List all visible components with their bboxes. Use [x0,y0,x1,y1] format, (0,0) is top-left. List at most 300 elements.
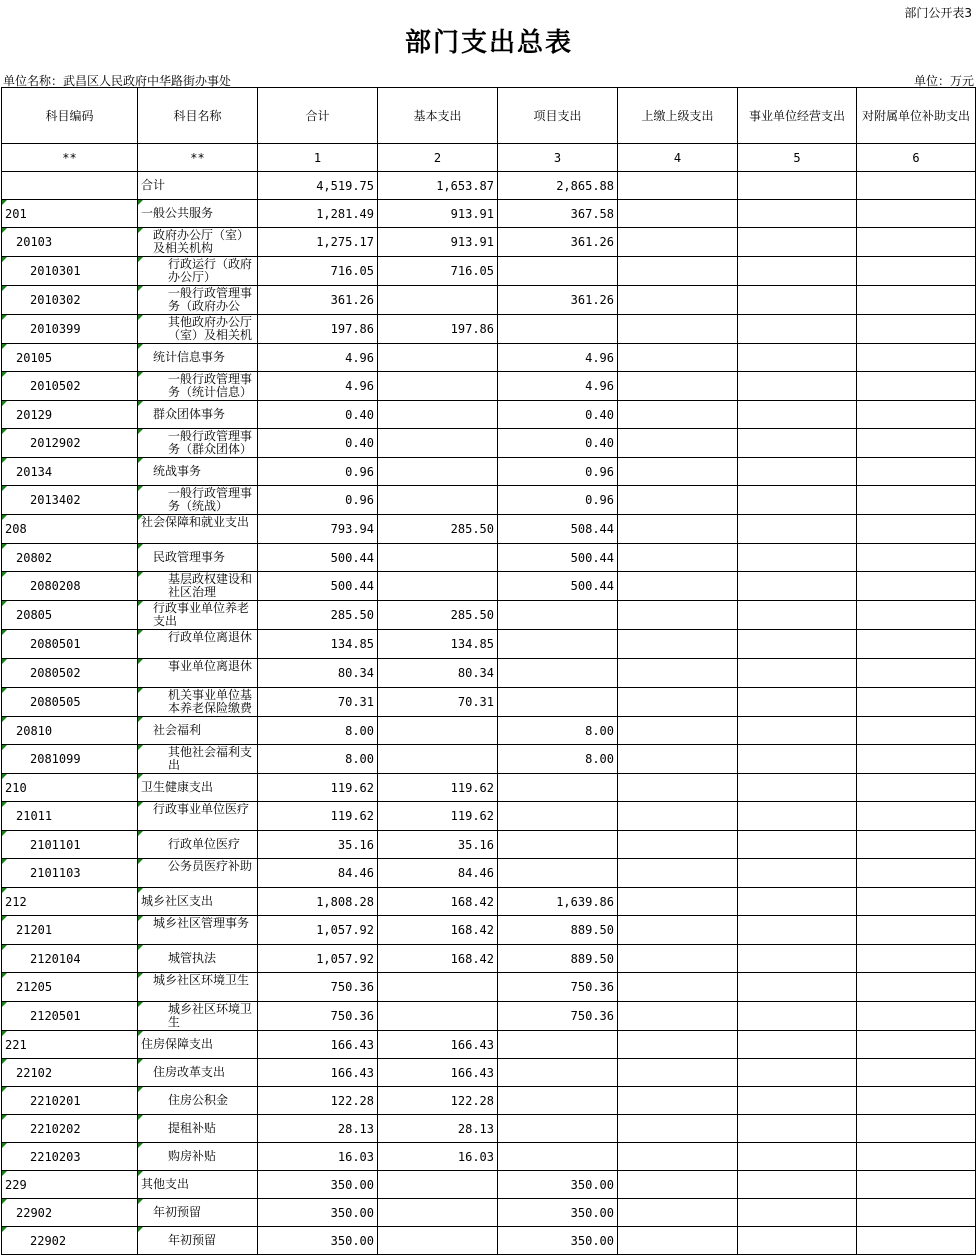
table-row [2,1171,976,1199]
row-basic-text: 122.28 [450,1093,494,1108]
row-subsidy [857,486,976,515]
row-total [258,659,378,688]
row-name [138,372,258,401]
row-total [258,486,378,515]
cell-marker-icon [2,717,7,722]
row-basic-text: 168.42 [450,923,494,937]
header-project: 项目支出 [498,88,618,144]
row-code-text: 221 [5,1037,27,1052]
row-name [138,429,258,458]
row-basic [378,228,498,257]
row-basic [378,1002,498,1031]
row-business [738,544,857,572]
row-project-text: 0.96 [585,464,614,479]
row-code [2,458,138,486]
cell-marker-icon [138,515,143,520]
row-name [138,1059,258,1087]
row-basic [378,601,498,630]
row-project [498,831,618,859]
cell-marker-icon [138,315,143,320]
row-project [498,315,618,344]
row-upper [618,973,738,1002]
cell-marker-icon [138,429,143,434]
row-total [258,916,378,945]
row-basic-text: 80.34 [457,666,494,680]
cell-marker-icon [2,1059,7,1064]
row-upper [618,401,738,429]
row-upper [618,916,738,945]
table-row [2,1143,976,1171]
row-total-text: 4,519.75 [316,178,374,193]
row-code [2,1143,138,1171]
row-basic [378,1143,498,1171]
row-basic [378,544,498,572]
row-upper [618,1171,738,1199]
row-subsidy [857,745,976,774]
row-code [2,717,138,745]
table-row [2,486,976,515]
row-project-text: 367.58 [570,206,614,221]
row-project [498,774,618,802]
row-total-text: 28.13 [337,1121,374,1136]
row-business [738,888,857,916]
index-cell: 3 [498,144,618,172]
row-total [258,1031,378,1059]
row-code [2,1171,138,1199]
table-row [2,630,976,659]
row-name [138,745,258,774]
row-name [138,1002,258,1031]
row-name-text: 行政事业单位养老支出 [153,601,250,628]
row-total [258,228,378,257]
row-name [138,831,258,859]
table-row [2,515,976,544]
row-business [738,286,857,315]
row-project [498,486,618,515]
row-subsidy [857,717,976,745]
table-row [2,745,976,774]
row-code [2,429,138,458]
row-code [2,973,138,1002]
row-business [738,257,857,286]
row-subsidy [857,257,976,286]
row-total [258,200,378,228]
row-basic [378,372,498,401]
row-code-text: 2210201 [30,1093,81,1108]
page-title: 部门支出总表 [404,28,573,58]
cell-marker-icon [2,200,7,205]
index-cell: 4 [618,144,738,172]
row-total-text: 750.36 [330,1009,374,1023]
row-name-text: 行政事业单位医疗 [153,802,250,816]
row-total [258,458,378,486]
row-basic-text: 285.50 [450,608,494,622]
row-code-text: 20805 [16,608,53,622]
table-row [2,1087,976,1115]
row-code-text: 2080501 [30,637,81,651]
row-code-text: 2101103 [30,866,81,880]
row-basic [378,572,498,601]
cell-marker-icon [138,945,143,950]
row-code [2,372,138,401]
row-basic [378,315,498,344]
row-basic-text: 119.62 [450,809,494,823]
cell-marker-icon [138,1171,143,1176]
cell-marker-icon [2,344,7,349]
header-upper: 上缴上级支出 [618,88,738,144]
row-code [2,286,138,315]
row-name-text: 合计 [141,178,166,192]
row-name-text: 一般公共服务 [141,206,214,220]
row-project [498,945,618,973]
row-total [258,429,378,458]
row-name-text: 统战事务 [153,464,202,478]
row-business [738,717,857,745]
row-name-text: 其他支出 [141,1177,190,1191]
row-basic-text: 70.31 [457,695,494,709]
row-name-text: 一般行政管理事务（统战） [168,486,253,513]
table-row [2,717,976,745]
row-code-text: 2101101 [30,837,81,852]
cell-marker-icon [2,572,7,577]
row-basic-text: 166.43 [450,1037,494,1052]
cell-marker-icon [2,372,7,377]
row-code [2,802,138,831]
row-project [498,888,618,916]
row-project-text: 750.36 [570,980,614,994]
row-project-text: 750.36 [570,1009,614,1023]
row-name [138,888,258,916]
row-project [498,544,618,572]
row-basic-text: 285.50 [450,522,494,536]
row-project [498,572,618,601]
row-project [498,286,618,315]
row-basic [378,257,498,286]
cell-marker-icon [138,831,143,836]
row-project [498,1087,618,1115]
table-row [2,859,976,888]
row-code-text: 21205 [16,980,53,994]
row-total-text: 166.43 [330,1065,374,1080]
row-subsidy [857,372,976,401]
row-upper [618,372,738,401]
row-subsidy [857,200,976,228]
row-project [498,257,618,286]
table-row [2,888,976,916]
row-code-text: 2120501 [30,1009,81,1023]
row-project-text: 889.50 [570,951,614,966]
row-business [738,774,857,802]
cell-marker-icon [138,1087,143,1092]
row-project [498,1227,618,1255]
row-basic-text: 913.91 [450,206,494,221]
cell-marker-icon [2,1002,7,1007]
row-upper [618,544,738,572]
row-name [138,344,258,372]
row-project [498,1059,618,1087]
cell-marker-icon [138,1115,143,1120]
row-project-text: 508.44 [570,522,614,536]
row-total [258,831,378,859]
row-upper [618,717,738,745]
index-cell: ** [138,144,258,172]
row-project [498,601,618,630]
row-name-text: 城乡社区支出 [141,894,214,908]
row-business [738,745,857,774]
row-project-text: 0.40 [585,436,614,450]
table-row [2,1059,976,1087]
row-basic [378,486,498,515]
row-total-text: 350.00 [330,1233,374,1248]
row-name [138,401,258,429]
cell-marker-icon [2,802,7,807]
row-total-text: 0.40 [345,436,374,450]
row-basic [378,172,498,200]
row-code [2,1227,138,1255]
row-upper [618,172,738,200]
header-name: 科目名称 [138,88,258,144]
row-total-text: 119.62 [330,780,374,795]
row-name [138,859,258,888]
row-total-text: 285.50 [330,608,374,622]
row-code [2,745,138,774]
table-row [2,544,976,572]
row-total-text: 350.00 [330,1205,374,1220]
row-name [138,1115,258,1143]
row-project-text: 1,639.86 [556,894,614,909]
expenditure-table [1,87,976,1255]
row-total-text: 1,281.49 [316,206,374,221]
row-name-text: 行政单位离退休 [168,630,253,644]
row-name [138,717,258,745]
row-subsidy [857,172,976,200]
row-name-text: 年初预留 [153,1205,202,1219]
row-code-text: 2010301 [30,264,81,278]
row-basic [378,401,498,429]
cell-marker-icon [138,286,143,291]
row-code [2,172,138,200]
row-upper [618,601,738,630]
row-upper [618,888,738,916]
row-code-text: 20134 [16,464,53,479]
cell-marker-icon [138,774,143,779]
row-subsidy [857,572,976,601]
row-business [738,802,857,831]
row-upper [618,831,738,859]
cell-marker-icon [138,458,143,463]
cell-marker-icon [138,688,143,693]
cell-marker-icon [138,745,143,750]
row-project [498,344,618,372]
currency-unit-label: 单位：万元 [913,74,974,88]
row-total [258,945,378,973]
cell-marker-icon [138,973,143,978]
row-name [138,601,258,630]
row-basic [378,717,498,745]
row-code [2,688,138,717]
row-upper [618,515,738,544]
row-total [258,1199,378,1227]
row-total [258,1087,378,1115]
row-basic-text: 84.46 [457,866,494,880]
row-basic [378,973,498,1002]
row-upper [618,1002,738,1031]
row-total [258,630,378,659]
row-basic [378,344,498,372]
row-upper [618,315,738,344]
row-project-text: 361.26 [570,235,614,249]
row-basic [378,286,498,315]
header-subsidy: 对附属单位补助支出 [857,88,976,144]
row-total [258,172,378,200]
index-cell: 2 [378,144,498,172]
row-name [138,688,258,717]
cell-marker-icon [2,228,7,233]
cell-marker-icon [138,630,143,635]
index-row [2,144,976,172]
row-basic [378,1059,498,1087]
row-name-text: 政府办公厅（室）及相关机构 [153,228,250,255]
row-project [498,659,618,688]
row-project [498,630,618,659]
row-subsidy [857,630,976,659]
row-code [2,1059,138,1087]
row-total-text: 0.96 [345,493,374,507]
row-subsidy [857,945,976,973]
cell-marker-icon [2,601,7,606]
table-row [2,1199,976,1227]
row-name-text: 城乡社区环境卫生 [168,1002,253,1029]
row-business [738,973,857,1002]
row-business [738,429,857,458]
row-project [498,1143,618,1171]
row-upper [618,1115,738,1143]
row-code [2,401,138,429]
row-name-text: 城乡社区管理事务 [153,916,250,930]
row-total-text: 134.85 [330,637,374,651]
row-basic [378,515,498,544]
row-total [258,1115,378,1143]
row-project [498,802,618,831]
cell-marker-icon [138,888,143,893]
row-basic-text: 1,653.87 [436,178,494,193]
row-name [138,228,258,257]
row-code [2,859,138,888]
row-code [2,486,138,515]
row-business [738,1227,857,1255]
row-business [738,1031,857,1059]
row-code [2,1031,138,1059]
row-business [738,401,857,429]
row-total-text: 361.26 [330,293,374,307]
table-row [2,973,976,1002]
row-total-text: 16.03 [337,1149,374,1164]
row-total [258,717,378,745]
row-name-text: 公务员医疗补助 [168,859,253,873]
row-code-text: 22102 [16,1065,53,1080]
row-subsidy [857,601,976,630]
row-project [498,859,618,888]
row-name-text: 住房公积金 [168,1093,229,1107]
row-total-text: 1,057.92 [316,951,374,966]
cell-marker-icon [2,1143,7,1148]
cell-marker-icon [138,200,143,205]
row-basic [378,1171,498,1199]
row-code [2,344,138,372]
table-row [2,429,976,458]
row-basic [378,831,498,859]
table-row [2,1031,976,1059]
table-row [2,286,976,315]
index-cell: ** [2,144,138,172]
table-row [2,372,976,401]
index-cell: 1 [258,144,378,172]
row-name [138,1031,258,1059]
row-code [2,774,138,802]
row-code [2,1115,138,1143]
row-project-text: 889.50 [570,923,614,937]
row-total [258,1227,378,1255]
row-project [498,372,618,401]
row-name [138,802,258,831]
row-total [258,745,378,774]
row-subsidy [857,831,976,859]
row-total-text: 166.43 [330,1037,374,1052]
row-name [138,544,258,572]
row-business [738,486,857,515]
row-project [498,916,618,945]
row-code [2,1002,138,1031]
row-basic-text: 168.42 [450,894,494,909]
row-upper [618,344,738,372]
table-row [2,572,976,601]
row-basic-text: 134.85 [450,637,494,651]
row-project [498,1002,618,1031]
row-code [2,945,138,973]
cell-marker-icon [2,1115,7,1120]
row-name-text: 其他政府办公厅（室）及相关机 [168,315,253,342]
row-name-text: 一般行政管理事务（群众团体） [168,429,253,456]
row-code [2,544,138,572]
row-basic [378,1199,498,1227]
row-subsidy [857,859,976,888]
row-upper [618,1059,738,1087]
row-business [738,1059,857,1087]
row-total-text: 500.44 [330,550,374,565]
row-code-text: 2012902 [30,436,81,450]
row-basic [378,1115,498,1143]
row-name-text: 行政单位医疗 [168,837,241,851]
row-subsidy [857,1031,976,1059]
cell-marker-icon [2,859,7,864]
row-business [738,1087,857,1115]
cell-marker-icon [2,458,7,463]
row-basic [378,945,498,973]
table-row [2,916,976,945]
row-total [258,601,378,630]
row-total-text: 84.46 [337,866,374,880]
cell-marker-icon [2,486,7,491]
cell-marker-icon [138,1143,143,1148]
row-total [258,802,378,831]
row-subsidy [857,1087,976,1115]
row-basic [378,888,498,916]
row-code [2,257,138,286]
row-project [498,1199,618,1227]
row-total [258,372,378,401]
row-name [138,973,258,1002]
row-code-text: 20103 [16,235,53,249]
